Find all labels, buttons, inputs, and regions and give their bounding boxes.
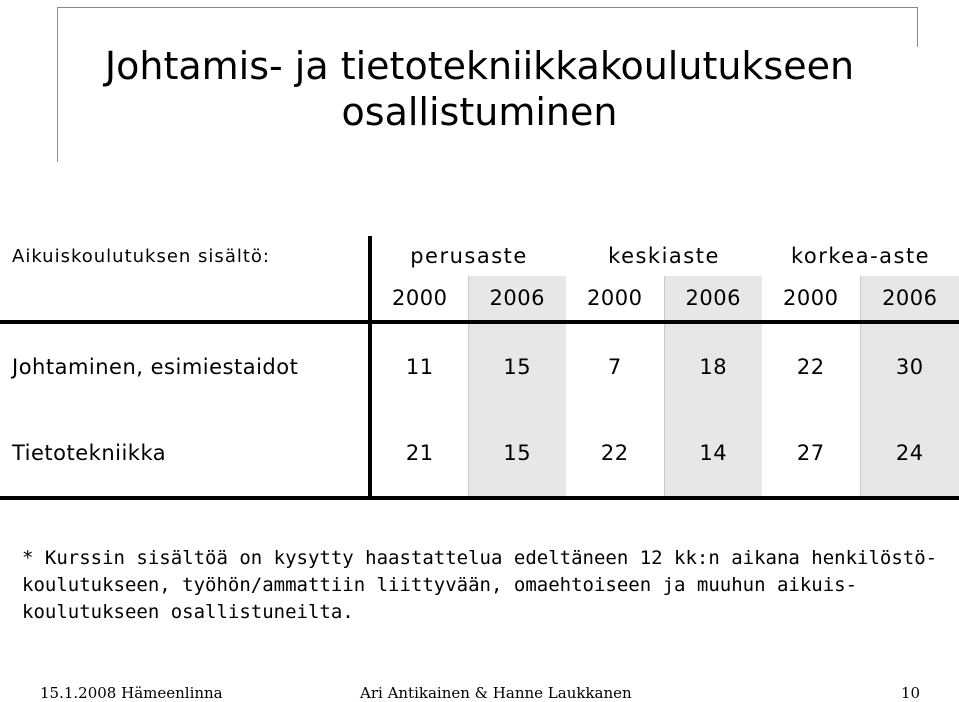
table-cell: 24 xyxy=(860,410,959,498)
footnote-line1: * Kurssin sisältöä on kysytty haastattelua edeltäneen 12 kk:n aikana henkilöstö- xyxy=(22,547,938,569)
group-header-korkea-aste: korkea-aste xyxy=(790,244,931,268)
footer-date-location: 15.1.2008 Hämeenlinna xyxy=(40,684,223,702)
header-row-groups xyxy=(0,236,959,276)
table-cell: 30 xyxy=(860,322,959,410)
header-empty-cell xyxy=(0,276,370,322)
group-header-perusaste: perusaste xyxy=(410,244,528,268)
participation-table xyxy=(0,236,959,500)
table-cell: 11 xyxy=(370,322,468,410)
year-header-keskiaste-2006: 2006 xyxy=(664,276,762,322)
table-cell: 22 xyxy=(762,322,860,410)
table-cell: 15 xyxy=(468,410,566,498)
table-cell: 7 xyxy=(566,322,664,410)
year-header-perusaste-2006: 2006 xyxy=(468,276,566,322)
footnote-line3: koulutukseen osallistuneilta. xyxy=(22,601,354,623)
row-label-tietotekniikka: Tietotekniikka xyxy=(0,410,370,498)
table-cell: 22 xyxy=(566,410,664,498)
year-header-perusaste-2000: 2000 xyxy=(370,276,468,322)
header-content-label: Aikuiskoulutuksen sisältö: xyxy=(0,236,370,276)
footnote xyxy=(22,545,952,626)
slide-title xyxy=(0,43,959,135)
slide-title-line1: Johtamis- ja tietotekniikkakoulutukseen xyxy=(104,44,855,89)
footnote-line2: koulutukseen, työhön/ammattiin liittyvään, omaehtoiseen ja muuhun aikuis- xyxy=(22,574,858,596)
table-cell: 27 xyxy=(762,410,860,498)
year-header-keskiaste-2000: 2000 xyxy=(566,276,664,322)
footer-authors: Ari Antikainen & Hanne Laukkanen xyxy=(360,684,632,702)
table-row xyxy=(0,410,959,498)
frame-right-rule xyxy=(917,7,918,47)
frame-top-rule xyxy=(57,7,917,8)
table-cell: 18 xyxy=(664,322,762,410)
table-cell: 15 xyxy=(468,322,566,410)
year-header-korkea-aste-2006: 2006 xyxy=(860,276,959,322)
slide-title-line2: osallistuminen xyxy=(341,90,618,135)
slide-footer xyxy=(0,684,959,700)
footer-page-number: 10 xyxy=(901,684,921,702)
year-header-korkea-aste-2000: 2000 xyxy=(762,276,860,322)
table-cell: 14 xyxy=(664,410,762,498)
group-header-keskiaste: keskiaste xyxy=(608,244,720,268)
table-row xyxy=(0,322,959,410)
table-cell: 21 xyxy=(370,410,468,498)
header-row-years xyxy=(0,276,959,322)
row-label-johtaminen: Johtaminen, esimiestaidot xyxy=(0,322,370,410)
